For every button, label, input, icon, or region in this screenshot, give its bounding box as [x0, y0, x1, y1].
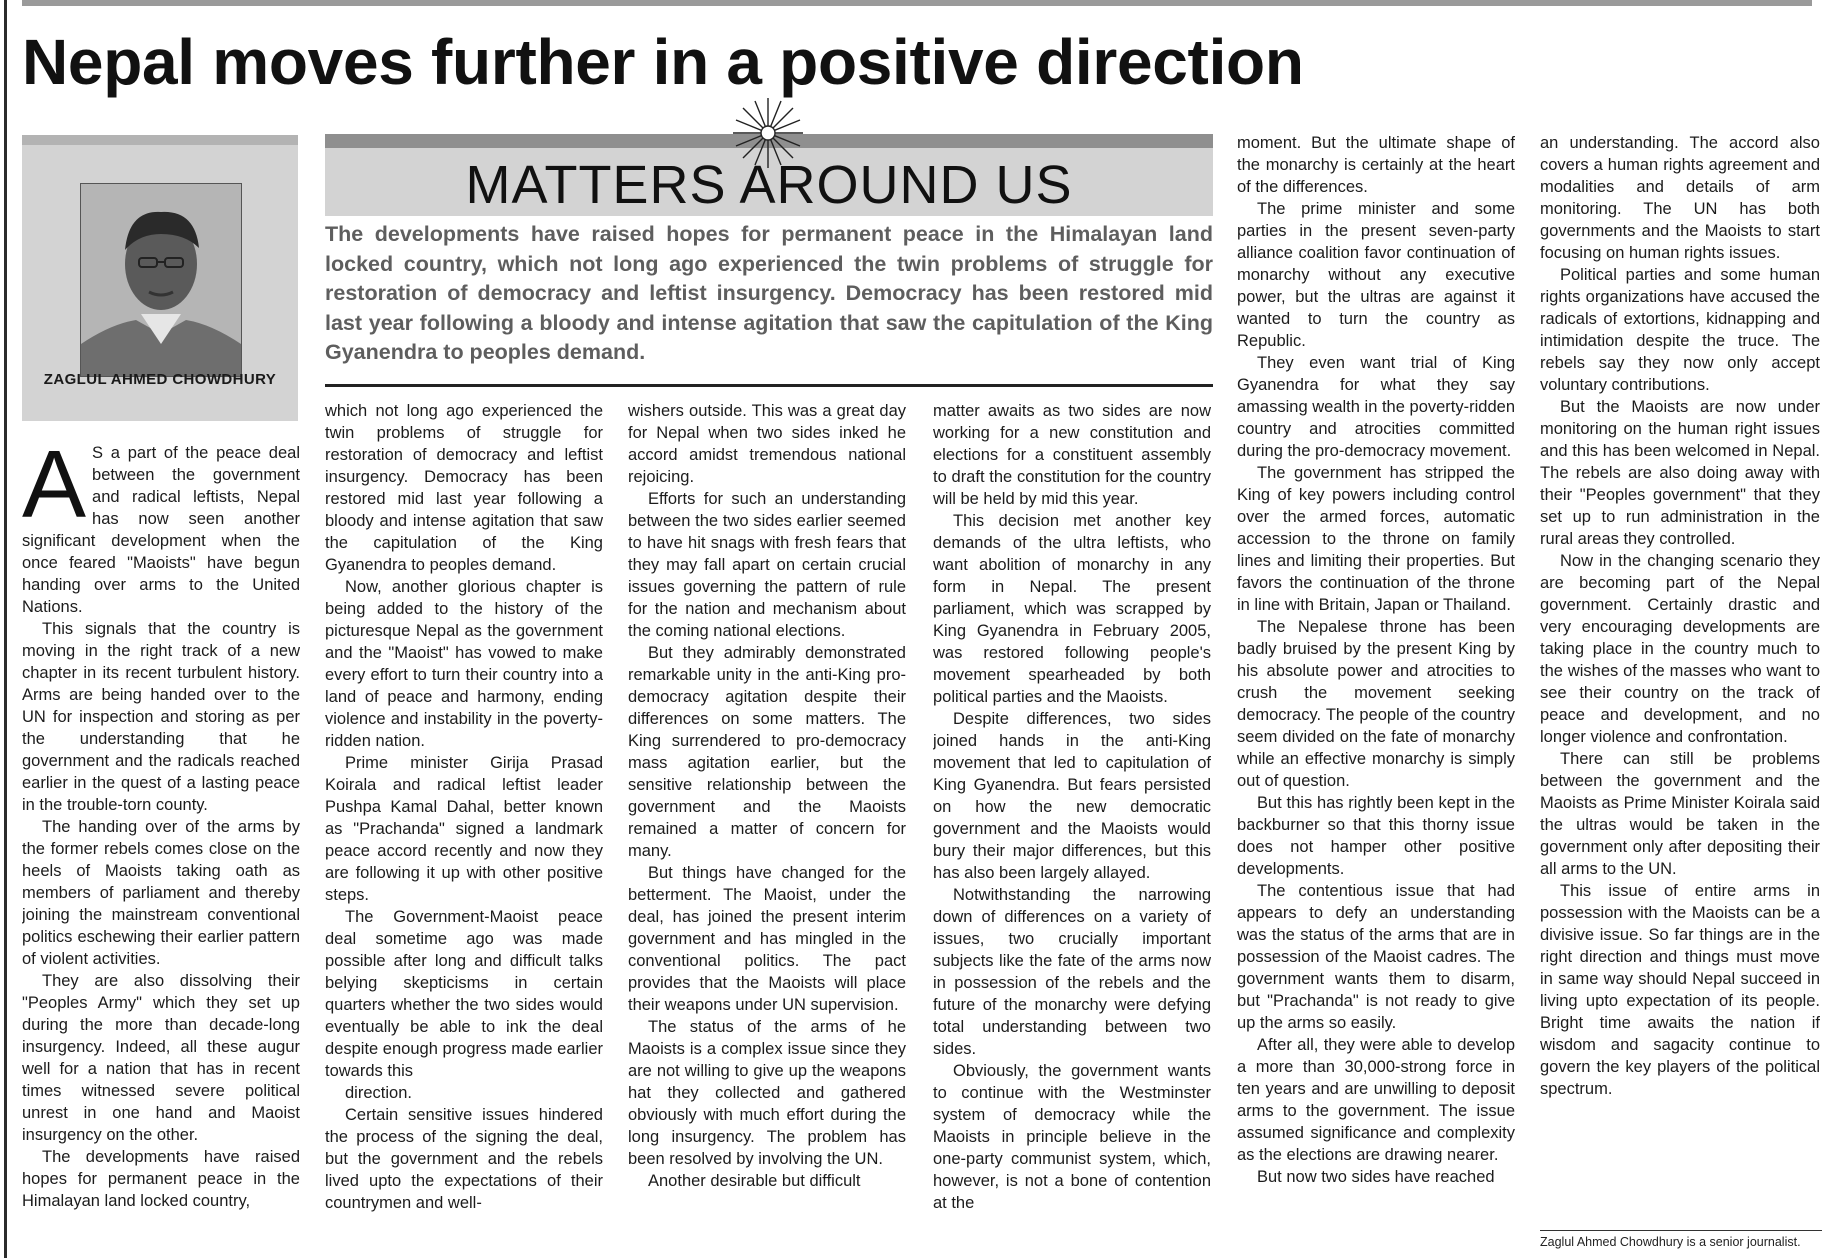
- paragraph: The government has stripped the King of key powers including control over the armed forces, automatic accession to the throne on family lines and limiting their properties. But favors the continuation of the throne in line with Britain, Japan or Thailand.: [1237, 464, 1515, 614]
- paragraph: matter awaits as two sides are now working for a new constitution and elections for a constituent assembly to draft the constitution for the country will be held by mid this year.: [933, 402, 1211, 508]
- author-photo: [80, 183, 242, 377]
- author-photo-icon: [81, 184, 241, 376]
- paragraph: But now two sides have reached: [1257, 1168, 1495, 1186]
- paragraph: After all, they were able to develop a more than 30,000-strong force in ten years and are unwilling to deposit arms to the government. The issue assumed significance and complexity as the elections are drawing nearer.: [1237, 1036, 1515, 1164]
- paragraph: Another desirable but difficult: [648, 1172, 861, 1190]
- article-column-4: [933, 400, 1211, 1256]
- article-column-1: [22, 442, 300, 1256]
- paragraph: Certain sensitive issues hindered the process of the signing the deal, but the government and the rebels lived upto the expectations of their countrymen and well-: [325, 1106, 603, 1212]
- paragraph: S a part of the peace deal between the government and radical leftists, Nepal has now seen another significant development when the once feared "Maoists" have begun handing over arms to the United Nations.: [22, 444, 300, 616]
- paragraph: The handing over of the arms by the former rebels comes close on the heels of Maoists taking oath as members of parliament and thereby joining the mainstream conventional politics eschewing their earlier pattern of violent activities.: [22, 818, 300, 968]
- paragraph: They even want trial of King Gyanendra for what they say amassing wealth in the poverty-ridden country and atrocities committed during the pro-democracy movement.: [1237, 354, 1515, 460]
- star-burst-icon: [733, 98, 803, 168]
- paragraph: The contentious issue that had appears to defy an understanding was the status of the arms that are in possession of the Maoist cadres. The government wants them to disarm, but "Prachanda" is not ready to give up the arms so easily.: [1237, 882, 1515, 1032]
- author-byline: ZAGLUL AHMED CHOWDHURY: [43, 371, 277, 388]
- paragraph: Despite differences, two sides joined hands in the anti-King movement that led to capitulation of King Gyanendra. But fears persisted on how the new democratic government and the Maoists would bury their major differences, but this has also been largely allayed.: [933, 710, 1211, 882]
- article-column-6: [1540, 132, 1820, 1222]
- paragraph: The prime minister and some parties in the present seven-party alliance coalition favor continuation of monarchy without any executive power, but the ultras are against it wanted to turn the country as Republic.: [1237, 200, 1515, 350]
- paragraph: Political parties and some human rights organizations have accused the radicals of extortions, kidnapping and intimidation despite the truce. The rebels say they now only accept voluntary contributions.: [1540, 266, 1820, 394]
- paragraph: The Nepalese throne has been badly bruised by the present King by his absolute power and atrocities to crush the movement seeking democracy. The people of the country seem divided on the fate of monarchy while an effective monarchy is simply out of question.: [1237, 618, 1515, 790]
- top-rule: [22, 0, 1812, 6]
- paragraph: Notwithstanding the narrowing down of differences on a variety of issues, two crucially important subjects like the fate of the arms now in possession of the rebels and the future of the monarchy were defying total understanding between two sides.: [933, 886, 1211, 1058]
- paragraph: The developments have raised hopes for permanent peace in the Himalayan land locked country,: [22, 1148, 300, 1210]
- article-headline: Nepal moves further in a positive direction: [22, 26, 1304, 98]
- author-box-bar: [22, 135, 298, 145]
- paragraph: They are also dissolving their "Peoples Army" which they set up during the more than decade-long insurgency. Indeed, all these augur well for a nation that has in recent times witnessed severe political unrest in one hand and Maoist insurgency on the other.: [22, 972, 300, 1144]
- paragraph: This issue of entire arms in possession with the Maoists can be a divisive issue. So far things are in the right direction and things must move in same way should Nepal succeed in living upto expectation of its people. Bright time awaits the nation if wisdom and sagacity continue to govern the key players of the political spectrum.: [1540, 882, 1820, 1098]
- deck-rule: [325, 384, 1213, 387]
- paragraph: There can still be problems between the government and the Maoists as Prime Minister Koirala said the ultras would be taken in the government only after depositing their all arms to the UN.: [1540, 750, 1820, 878]
- paragraph: an understanding. The accord also covers a human rights agreement and modalities and details of arm monitoring. The UN has both governments and the Maoists to start focusing on human rights issues.: [1540, 134, 1820, 262]
- paragraph: wishers outside. This was a great day for Nepal when two sides inked he accord amidst tremendous national rejoicing.: [628, 402, 906, 486]
- paragraph: direction.: [345, 1084, 412, 1102]
- paragraph: This decision met another key demands of the ultra leftists, who want abolition of monarchy in any form in Nepal. The present parliament, which was scrapped by King Gyanendra in February 2005, was restored following people's movement spearheaded by both political parties and the Maoists.: [933, 512, 1211, 706]
- paragraph: But the Maoists are now under monitoring on the human right issues and this has been welcomed in Nepal. The rebels are also doing away with their "Peoples government" that they set up to run administration in the rural areas they controlled.: [1540, 398, 1820, 548]
- article-deck: The developments have raised hopes for permanent peace in the Himalayan land locked country, which not long ago experienced the twin problems of struggle for restoration of democracy and leftist insurgency. Democracy has been restored mid last year following a bloody and intense agitation that saw the capitulation of the King Gyanendra to peoples demand.: [325, 222, 1213, 364]
- paragraph: moment. But the ultimate shape of the monarchy is certainly at the heart of the differences.: [1237, 134, 1515, 196]
- paragraph: Efforts for such an understanding between the two sides earlier seemed to have hit snags with fresh fears that they may fall apart on certain crucial issues governing the pattern of rule for the nation and mechanism about the coming national elections.: [628, 490, 906, 640]
- paragraph: But this has rightly been kept in the backburner so that this thorny issue does not hamper other positive developments.: [1237, 794, 1515, 878]
- drop-cap: A: [22, 442, 87, 538]
- paragraph: Obviously, the government wants to continue with the Westminster system of democracy while the Maoists in principle believe in the one-party communist system, which, however, is not a bone of contention at the: [933, 1062, 1211, 1212]
- paragraph: But things have changed for the betterment. The Maoist, under the deal, has joined the present interim government and has mingled in the conventional politics. The pact provides that the Maoists will place their weapons under UN supervision.: [628, 864, 906, 1014]
- paragraph: But they admirably demonstrated remarkable unity in the anti-King pro-democracy agitation despite their differences on some matters. The King surrendered to pro-democracy mass agitation earlier, but the sensitive relationship between the government and the Maoists remained a matter of concern for many.: [628, 644, 906, 860]
- page-frame-left: [4, 0, 7, 1258]
- paragraph: Now in the changing scenario they are becoming part of the Nepal government. Certainly drastic and very encouraging developments are taking place in the country much to the wishes of the masses who want to see their country on the track of peace and development, and no longer violence and confrontation.: [1540, 552, 1820, 746]
- article-column-2: [325, 400, 603, 1256]
- paragraph: Now, another glorious chapter is being added to the history of the picturesque Nepal as the government and the "Maoist" has vowed to make every effort to turn their country into a land of peace and harmony, ending violence and instability in the poverty-ridden nation.: [325, 578, 603, 750]
- column-brand-title: MATTERS AROUND US: [465, 155, 1073, 215]
- author-box: [22, 135, 298, 421]
- paragraph: The Government-Maoist peace deal sometime ago was made possible after long and difficult talks belying skepticisms in certain quarters whether the two sides would eventually be able to ink the deal despite enough progress made earlier towards this: [325, 908, 603, 1080]
- paragraph: This signals that the country is moving in the right track of a new chapter in its recent turbulent history. Arms are being handed over to the UN for inspection and storing as per the understanding that he government and the radicals reached earlier in the quest of a lasting peace in the trouble-torn county.: [22, 620, 300, 814]
- paragraph: which not long ago experienced the twin problems of struggle for restoration of democracy and leftist insurgency. Democracy has been restored mid last year following a bloody and intense agitation that saw the capitulation of the King Gyanendra to peoples demand.: [325, 402, 603, 574]
- article-column-5: [1237, 132, 1515, 1256]
- paragraph: The status of the arms of he Maoists is a complex issue since they are not willing to give up the weapons hat they collected and gathered obviously with much effort during the long insurgency. The problem has been resolved by involving the UN.: [628, 1018, 906, 1168]
- paragraph: Prime minister Girija Prasad Koirala and radical leftist leader Pushpa Kamal Dahal, better known as "Prachanda" signed a landmark peace accord recently and now they are following it up with other positive steps.: [325, 754, 603, 904]
- footnote-rule: [1540, 1230, 1822, 1231]
- article-column-3: [628, 400, 906, 1256]
- author-footnote: Zaglul Ahmed Chowdhury is a senior journalist.: [1540, 1235, 1801, 1249]
